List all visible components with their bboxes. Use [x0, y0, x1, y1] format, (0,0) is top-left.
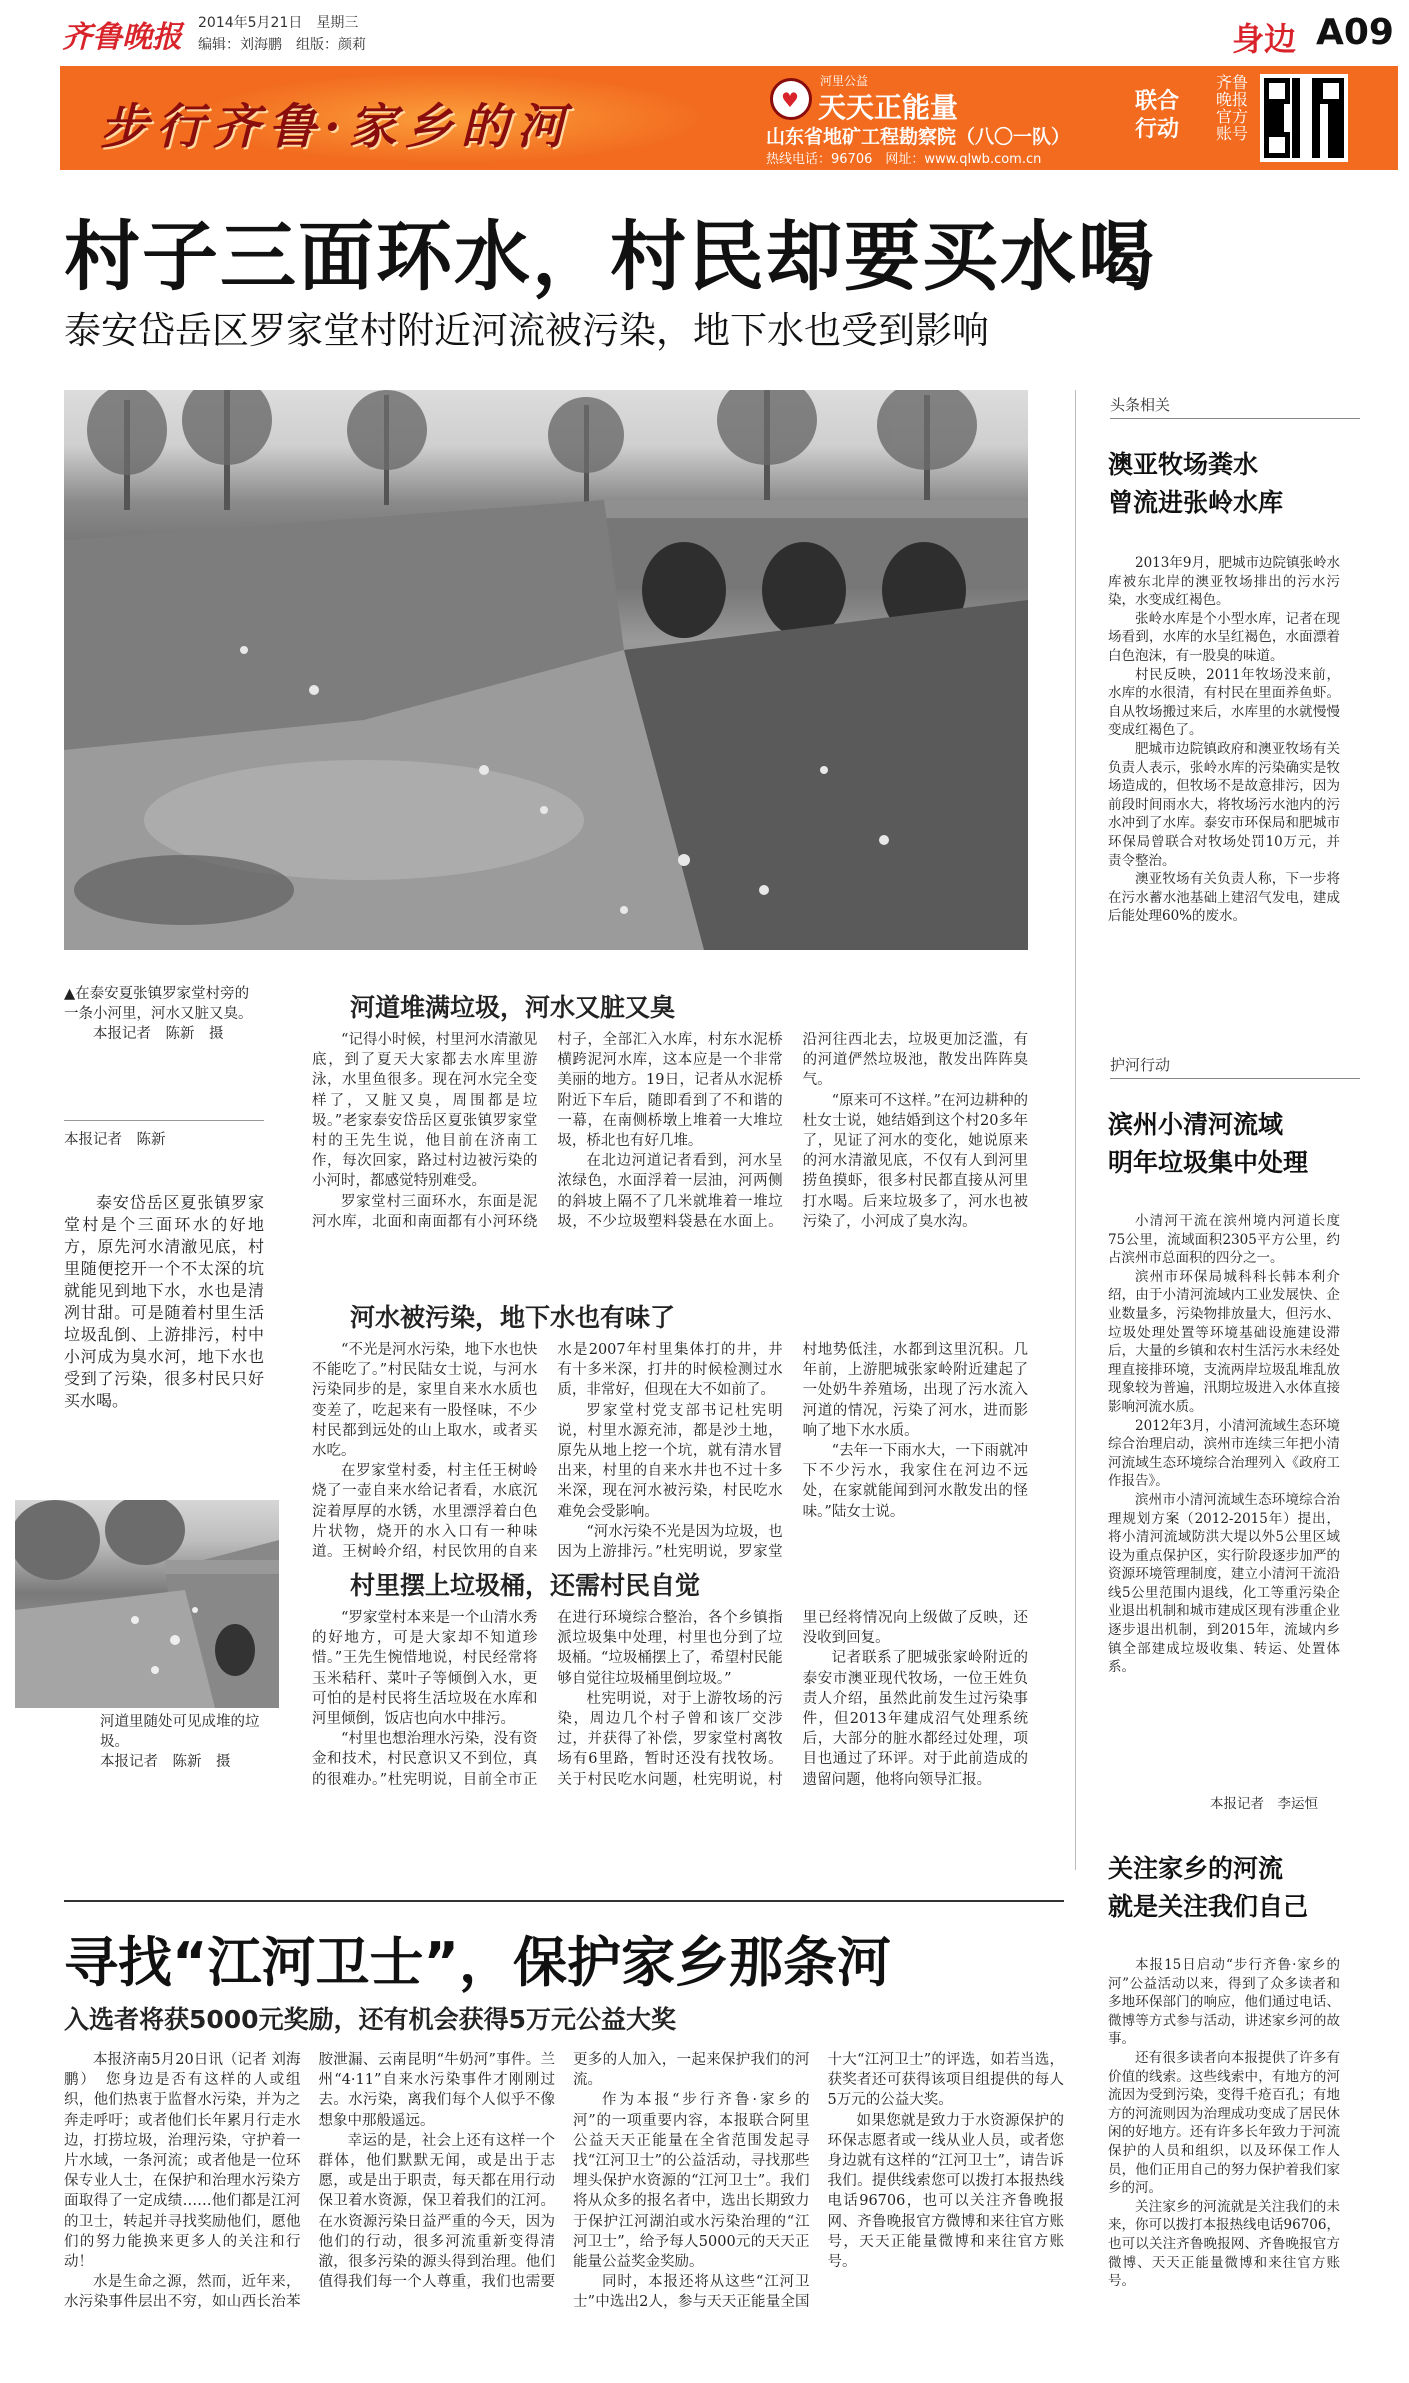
- editor-line: 编辑：刘海鹏 组版：颜莉: [198, 37, 366, 53]
- s2-p3: 罗家堂村党支部书记杜宪明说，村里水源充沛，都是沙土地，原先从地上挖一个坑，就有清水冒出来，村里的自来水井也不过十多米深，现在河水被污染，村民吃水难免会受影响。: [557, 1402, 783, 1520]
- institute-name: 山东省地矿工程勘察院（八〇一队）: [766, 126, 1071, 148]
- sponsor-small: 河里公益: [820, 74, 869, 88]
- main-photo-caption: [64, 984, 262, 1044]
- caption-credit: 本报记者 陈新 摄: [93, 1026, 224, 1042]
- contact-line: 热线电话：96706 网址：www.qlwb.com.cn: [766, 152, 1042, 167]
- headline-title: 村子三面环水，村民却要买水喝: [64, 212, 1156, 301]
- st1-p5: 澳亚牧场有关负责人称，下一步将在污水蓄水池基础上建沼气发电，建成后能处理60%的废水。: [1108, 871, 1340, 925]
- b-p3: 幸运的是，社会上还有这样一个群体，他们默默无闻，或是出于志愿，或是出于职责，每天都在用行动保卫着水资源，保卫着我们的江河。在水资源污染日益严重的今天，因为他们的行动，很多河流重新变得清澈，很多污染的源头得到治理。他们值得我们每一个人尊重，我们也需要更多的人加入，一起来保护我们的河流。: [318, 2052, 810, 2291]
- heart-icon: ♥: [781, 88, 799, 112]
- s1-p3: 在北边河道记者看到，河水呈浓绿色，水面浮着一层油，河两侧的斜坡上隔不了几米就堆着一堆垃圾，不少垃圾塑料袋悬在水面上。沿河往西北去，垃圾更加泛滥，有的河道俨然垃圾池，散发出阵阵臭气。: [557, 1032, 1028, 1230]
- sidebar-tag-related: 头条相关: [1110, 394, 1360, 419]
- st1-p3: 村民反映，2011年牧场没来前，水库的水很清，有村民在里面养鱼虾。自从牧场搬过来后，水库里的水就慢慢变成红褐色了。: [1108, 666, 1340, 739]
- b-p5: 同时，本报还将从这些“江河卫士”中选出2人，参与天天正能量全国十大“江河卫士”的评选，如若当选，获奖者还可获得该项目组提供的每人5万元的公益大奖。: [573, 2052, 1064, 2311]
- b-p6: 如果您就是致力于水资源保护的环保志愿者或一线从业人员，或者您身边就有这样的“江河卫士”，请告诉我们。提供线索您可以拨打本报热线电话96706，也可以关注齐鲁晚报网、齐鲁晚报官方微博和来往官方账号，天天正能量微博和来往官方账号。: [827, 2112, 1064, 2271]
- b-p1: 本报济南5月20日讯（记者 刘海鹏） 您身边是否有这样的人或组织，他们热衷于监督水污染，并为之奔走呼吁；或者他们长年累月行走水边，打捞垃圾，治理污染，守护着一片水域，一条河流；或者他是一位环保专业人士，在保护和治理水污染方面取得了一定成绩……他们都是江河的卫士，转起并寻找奖励他们，愿他们的努力能换来更多人的关注和行动！: [64, 2052, 301, 2271]
- section1-title: 河道堆满垃圾，河水又脏又臭: [350, 993, 676, 1022]
- bottom-rule: [64, 1900, 1064, 1902]
- sponsor-logo: [770, 78, 812, 120]
- st2-p4: 滨州市小清河流域生态环境综合治理规划方案（2012-2015年）提出，将小清河流域防洪大堤以外5公里区域设为重点保护区，实行阶段逐步加严的资源环境管理制度，建立小清河干流沿线5公里范围内退线，化工等重污染企业退出机制和城市建成区现有涉重企业逐步退出机制，到2015年，流域内乡镇全部建成垃圾收集、转运、处置体系。: [1108, 1491, 1340, 1676]
- story1-body: [1108, 554, 1340, 1054]
- s3-p4: 记者联系了肥城张家岭附近的泰安市澳亚现代牧场，一位王姓负责人介绍，虽然此前发生过污染事件，但2013年建成沼气处理系统后，大部分的脏水都经过处理，项目也通过了环评。对于此前造成的遗留问题，他将向领导汇报。: [802, 1650, 1028, 1788]
- garbage-scene: [15, 1500, 279, 1708]
- caption2-text: 河道里随处可见成堆的垃圾。: [100, 1714, 260, 1750]
- s3-p3: 杜宪明说，对于上游牧场的污染，周边几个村子曾和该厂交涉过，并获得了补偿，罗家堂村离牧场有6里路，暂时还没有找牧场。关于村民吃水问题，杜宪明说，村里已经将情况向上级做了反映，还没收到回复。: [557, 1610, 1028, 1788]
- st1-p2: 张岭水库是个小型水库，记者在现场看到，水库的水呈红褐色，水面漂着白色泡沫，有一股臭的味道。: [1108, 610, 1340, 664]
- story2-byline: 本报记者 李运恒: [1210, 1796, 1318, 1812]
- paper-logo: 齐鲁晚报: [62, 20, 182, 55]
- story2-title-line2: 明年垃圾集中处理: [1108, 1148, 1309, 1177]
- page-number: A09: [1316, 12, 1394, 53]
- lead-text: 泰安岱岳区夏张镇罗家堂村是个三面环水的好地方，原先河水清澈见底，村里随便挖开一个不太深的坑就能见到地下水，水也是清冽甘甜。可是随着村里生活垃圾乱倒、上游排污，村中小河成为臭水河，地下水也受到了污染，很多村民只好买水喝。: [64, 1193, 264, 1410]
- garbage-photo-caption: [100, 1712, 280, 1772]
- st1-p1: 2013年9月，肥城市边院镇张岭水库被东北岸的澳亚牧场排出的污水污染，水变成红褐色。: [1108, 555, 1340, 609]
- st2-p2: 滨州市环保局城科科长韩本利介绍，由于小清河流域内工业发展快、企业数量多，污染物排放量大，但污水、垃圾处理处置等环境基础设施建设滞后，大量的乡镇和农村生活污水未经处理直接排环境，支流两岸垃圾乱堆乱放现象较为普遍，汛期垃圾进入水体直接影响河流水质。: [1108, 1268, 1340, 1415]
- s2-p5: “去年一下雨水大，一下雨就冲下不少污水，我家住在河边不远处，在家就能闻到河水散发出的怪味。”陆女士说。: [802, 1443, 1028, 1520]
- qr-note: 齐鲁晚报官方账号: [1215, 73, 1248, 143]
- issue-date: 2014年5月21日 星期三: [198, 15, 359, 31]
- story3-body: [1108, 1956, 1340, 2366]
- masthead: [0, 0, 1409, 62]
- byline: 本报记者 陈新: [64, 1132, 166, 1148]
- section2-body: [312, 1340, 1028, 1568]
- section-name: 身边: [1232, 20, 1297, 58]
- lead-paragraph: [64, 1192, 264, 1412]
- headline-subtitle: 泰安岱岳区罗家堂村附近河流被污染，地下水也受到影响: [64, 309, 989, 352]
- banner-slogan: 步行齐鲁·家乡的河: [100, 99, 573, 155]
- divider: [64, 1120, 264, 1121]
- story1-title-line2: 曾流进张岭水库: [1108, 488, 1284, 517]
- bottom-title: 寻找“江河卫士”，保护家乡那条河: [64, 1931, 891, 1994]
- st2-p1: 小清河干流在滨州境内河道长度75公里，流域面积2305平方公里，约占滨州市总面积的四分之一。: [1108, 1213, 1340, 1267]
- banner: [60, 66, 1398, 170]
- story2-title-line1: 滨州小清河流域: [1108, 1110, 1284, 1139]
- s1-p4: “原来可不这样。”在河边耕种的杜女士说，她结婚到这个村20多年了，见证了河水的变化，她说原来的河水清澈见底，不仅有人到河里捞鱼摸虾，很多村民都直接从河里打水喝。后来垃圾多了，河水也被污染了，小河成了臭水沟。: [802, 1092, 1028, 1230]
- qr-code: [1260, 74, 1348, 162]
- story3-title-line2: 就是关注我们自己: [1108, 1892, 1309, 1921]
- st3-p3: 关注家乡的河流就是关注我们的未来，你可以拨打本报热线电话96706，也可以关注齐鲁晚报网、齐鲁晚报官方微博、天天正能量微博和来往官方账号。: [1108, 2198, 1340, 2290]
- story2-title: [1108, 1106, 1308, 1182]
- story3-title-line1: 关注家乡的河流: [1108, 1854, 1284, 1883]
- st1-p4: 肥城市边院镇政府和澳亚牧场有关负责人表示，张岭水库的污染确实是牧场造成的，但牧场不是故意排污，因为前段时间雨水大，将牧场污水池内的污水冲到了水库。泰安市环保局和肥城市环保局曾联合对牧场处罚10万元，并责令整治。: [1108, 740, 1340, 869]
- story2-body: [1108, 1212, 1340, 1788]
- b-p2: 水是生命之源，然而，近年来，水污染事件层出不穷，如山西长治苯胺泄漏、云南昆明“牛奶河”事件。兰州“4·11”自来水污染事件才刚刚过去。水污染，离我们每个人似乎不像想象中那般遥远。: [64, 2052, 555, 2311]
- caption-text: ▲在泰安夏张镇罗家堂村旁的一条小河里，河水又脏又臭。: [64, 986, 253, 1022]
- sponsor-name: 天天正能量: [818, 91, 959, 124]
- s3-p2: “村里也想治理水污染，没有资金和技术，村民意识又不到位，真的很难办。”杜宪明说，目前全市正在进行环境综合整治，各个乡镇指派垃圾集中处理，村里也分到了垃圾桶。“垃圾桶摆上了，希望村民能够自觉往垃圾桶里倒垃圾。”: [312, 1610, 783, 1788]
- section3-title: 村里摆上垃圾桶，还需村民自觉: [350, 1571, 701, 1600]
- caption2-credit: 本报记者 陈新 摄: [100, 1754, 231, 1770]
- st2-p3: 2012年3月，小清河流域生态环境综合治理启动，滨州市连续三年把小清河流域生态环境综合治理列入《政府工作报告》。: [1108, 1417, 1340, 1490]
- s2-p2: 在罗家堂村委，村主任王树岭烧了一壶自来水给记者看，水底沉淀着厚厚的水锈，水里漂浮着白色片状物，烧开的水入口有一种味道。王树岭介绍，村民饮用的自来水是2007年村里集体打的井，井有十多米深，打井的时候检测过水质，非常好，但现在大不如前了。: [312, 1342, 783, 1561]
- b-p4: 作为本报“步行齐鲁·家乡的河”的一项重要内容，本报联合阿里公益天天正能量在全省范围发起寻找“江河卫士”的公益活动，寻找那些埋头保护水资源的“江河卫士”。我们将从众多的报名者中，选出长期致力于保护江河湖泊或水污染治理的“江河卫士”，给予每人5000元的天天正能量公益奖金奖励。: [573, 2092, 810, 2271]
- main-photo: [64, 390, 1028, 950]
- river-scene: [64, 390, 1028, 950]
- s2-p1: “不光是河水污染，地下水也快不能吃了。”村民陆女士说，与河水污染同步的是，家里自来水水质也变差了，吃起来有一股怪味，不少村民都到远处的山上取水，或者买水吃。: [312, 1342, 538, 1460]
- sidebar-rule: [1075, 390, 1076, 1870]
- bottom-body: [64, 2050, 1064, 2372]
- s1-p1: “记得小时候，村里河水清澈见底，到了夏天大家都去水库里游泳，水里鱼很多。现在河水完全变样了，又脏又臭，周围都是垃圾。”老家泰安岱岳区夏张镇罗家堂村的王先生说，他目前在济南工作，每次回家，路过村边被污染的小河时，都感觉特别难受。: [312, 1032, 538, 1190]
- sidebar-tag-action: 护河行动: [1110, 1054, 1360, 1079]
- story3-title: [1108, 1850, 1308, 1926]
- bottom-subtitle: 入选者将获5000元奖励，还有机会获得5万元公益大奖: [64, 2005, 676, 2034]
- st3-p2: 还有很多读者向本报提供了许多有价值的线索。这些线索中，有地方的河流因为受到污染，变得千疮百孔；有地方的河流则因为治理成功变成了居民休闲的好地方。还有许多长年致力于河流保护的人员和组织，以及环保工作人员，他们正用自己的努力保护着我们家乡的河。: [1108, 2049, 1340, 2197]
- garbage-photo: [15, 1500, 279, 1708]
- section3-body: [312, 1608, 1028, 1860]
- s3-p1: “罗家堂村本来是一个山清水秀的好地方，可是大家却不知道珍惜。”王先生惋惜地说，村民经常将玉米秸秆、菜叶子等倾倒入水，更可怕的是村民将生活垃圾在水库和河里倾倒，饭店也向水中排污。: [312, 1610, 538, 1728]
- story1-title: [1108, 446, 1283, 522]
- story1-title-line1: 澳亚牧场粪水: [1108, 450, 1259, 479]
- s2-p4: “河水污染不光是因为垃圾，也因为上游排污。”杜宪明说，罗家堂村地势低洼，水都到这里沉积。几年前，上游肥城张家岭附近建起了一处奶牛养殖场，出现了污水流入河道的情况，污染了河水，进而影响了地下水水质。: [557, 1342, 1028, 1561]
- section2-title: 河水被污染，地下水也有味了: [350, 1303, 676, 1332]
- st3-p1: 本报15日启动“步行齐鲁·家乡的河”公益活动以来，得到了众多读者和多地环保部门的响应，他们通过电话、微博等方式参与活动，讲述家乡河的故事。: [1108, 1957, 1340, 2048]
- joint-action: 联合行动: [1135, 89, 1180, 142]
- s1-p2: 罗家堂村三面环水，东面是泥河水库，北面和南面都有小河环绕村子，全部汇入水库，村东水泥桥横跨泥河水库，这本应是一个非常美丽的地方。19日，记者从水泥桥附近下车后，随即看到了不和谐的一幕，在南侧桥墩上堆着一大堆垃圾，桥北也有好几堆。: [312, 1032, 783, 1230]
